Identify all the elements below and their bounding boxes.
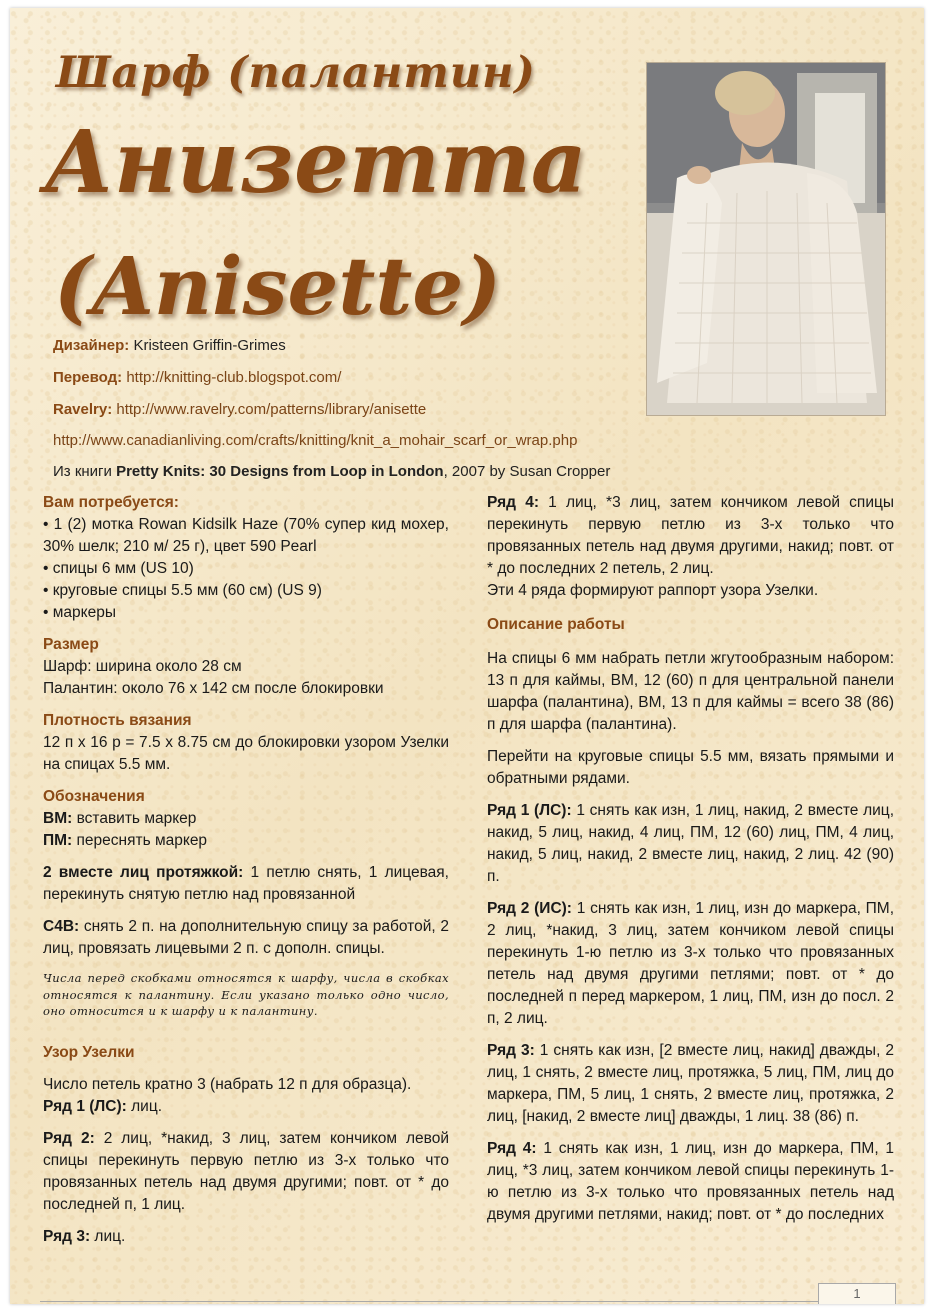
work-heading: Описание работы [487,616,625,633]
work-row-1-label: Ряд 1 (ЛС): [487,802,572,819]
translation-label: Перевод: [53,369,123,386]
pattern-row-2-label: Ряд 2: [43,1129,95,1147]
pattern-row-4-text: 1 лиц, *3 лиц, затем кончиком левой спицы перекинуть первую петлю из 3-х только что провязанных петель над двумя другими, накид; повт. от * до последних 2 петель, 2 лиц. [487,494,894,577]
work-row-4-text: 1 снять как изн, 1 лиц, изн до маркера, ПМ, 1 лиц, *3 лиц, затем кончиком левой спицы перекинуть 1-ю петлю из 3-х только что провязанных петель над двумя другими петлями, накид; повт. от * до последних [487,1140,894,1223]
right-column [487,492,894,1226]
pattern-row-2 [43,1128,449,1216]
abbr-vm-text: вставить маркер [72,810,197,827]
pattern-row-2-text: 2 лиц, *накид, 3 лиц, затем кончиком левой спицы перекинуть первую петлю из 3-х только что провязанных петель над двумя другими; повт. от * до последней п, 1 лиц. [43,1129,449,1213]
page-number: 1 [818,1283,896,1304]
work-row-3-label: Ряд 3: [487,1042,535,1059]
pattern-row-4-label: Ряд 4: [487,494,539,511]
abbr-vm-label: ВМ: [43,810,73,827]
c4b-text: снять 2 п. на дополнительную спицу за работой, 2 лиц, провязать лицевыми 2 п. с дополн. спицы. [43,918,449,957]
title-line-2: Анизетта [44,112,587,213]
designer-value: Kristeen Griffin-Grimes [129,337,286,354]
work-row-1 [487,800,894,888]
materials-item: • маркеры [43,604,116,621]
k2tog-label: 2 вместе лиц протяжкой: [43,864,244,881]
work-row-1-text: 1 снять как изн, 1 лиц, накид, 2 вместе лиц, накид, 5 лиц, накид, 4 лиц, ПМ, 12 (60) лиц, ПМ, 4 лиц, накид, 5 лиц, накид, 2 вместе лиц, накид, 2 лиц. 42 (90) п. [487,802,894,885]
canadian-living-line [53,432,577,449]
size-heading: Размер [43,636,99,653]
materials-heading: Вам потребуется: [43,494,179,511]
work-row-2 [487,898,894,1030]
c4b-label: С4В: [43,918,80,935]
designer-line [53,337,286,354]
abbr-pm [43,830,449,852]
abbr-pm-label: ПМ: [43,832,73,849]
ravelry-line [53,401,426,418]
book-prefix: Из книги [53,463,117,480]
gauge-text: 12 п х 16 р = 7.5 х 8.75 см до блокировки узором Узелки на спицах 5.5 мм. [43,734,449,773]
materials-item: • круговые спицы 5.5 мм (60 см) (US 9) [43,582,322,599]
work-row-4-label: Ряд 4: [487,1140,537,1157]
footer-rule [40,1301,896,1302]
translation-link[interactable]: http://knitting-club.blogspot.com/ [126,369,342,386]
left-column [43,492,449,1248]
pattern-row-3 [43,1226,449,1248]
canadian-living-link[interactable]: http://www.canadianliving.com/crafts/knitting/knit_a_mohair_scarf_or_wrap.php [53,432,578,449]
model-photo-illustration [647,63,885,415]
abbr-vm [43,808,449,830]
title-line-3: (Anisette) [54,239,502,333]
c4b-definition [43,916,449,960]
work-row-2-label: Ряд 2 (ИС): [487,900,572,917]
pattern-row-1-text: лиц. [126,1097,163,1115]
title-line-1: Шарф (палантин) [56,48,536,98]
gauge-heading: Плотность вязания [43,712,192,729]
materials-item: • 1 (2) мотка Rowan Kidsilk Haze (70% супер кид мохер, 30% шелк; 210 м/ 25 г), цвет 590 Pearl [43,516,449,555]
size-line: Шарф: ширина около 28 см [43,658,242,675]
k2tog-definition [43,862,449,906]
sizes-note: Числа перед скобками относятся к шарфу, числа в скобках относятся к палантину. Если указано только одно число, оно относится и к шарфу и к палантину. [43,971,449,1018]
work-row-3 [487,1040,894,1128]
pattern-intro: Число петель кратно 3 (набрать 12 п для образца). [43,1075,412,1093]
pattern-row-1 [43,1096,449,1118]
pattern-row-1-label: Ряд 1 (ЛС): [43,1097,127,1115]
work-row-3-text: 1 снять как изн, [2 вместе лиц, накид] дважды, 2 лиц, 1 снять, 2 вместе лиц, протяжка, 5 лиц, ПМ, лиц до маркера, ПМ, 5 лиц, 1 снять, 2 вместе лиц, протяжка, 2 лиц, [накид, 2 вместе лиц] дважды, 1 лиц. 38 (86) п. [487,1042,894,1125]
work-paragraph-2: Перейти на круговые спицы 5.5 мм, вязать прямыми и обратными рядами. [487,748,894,787]
abbreviations-heading: Обозначения [43,788,145,805]
work-paragraph-1: На спицы 6 мм набрать петли жгутообразным набором: 13 п для каймы, ВМ, 12 (60) п для центральной панели шарфа (палантина), ВМ, 13 п для каймы = всего 38 (86) п для шарфа (палантина). [487,650,894,733]
designer-label: Дизайнер: [53,337,130,354]
document-page [10,8,924,1304]
size-line: Палантин: около 76 х 142 см после блокировки [43,680,384,697]
translation-line [53,369,341,386]
ravelry-link[interactable]: http://www.ravelry.com/patterns/library/anisette [116,401,427,418]
book-line [53,463,610,480]
pattern-row-3-label: Ряд 3: [43,1227,91,1245]
abbr-pm-text: переснять маркер [72,832,208,849]
book-suffix: , 2007 by Susan Cropper [443,463,611,480]
rapport-text: Эти 4 ряда формируют раппорт узора Узелки. [487,582,819,599]
work-row-4 [487,1138,894,1226]
pattern-heading: Узор Узелки [43,1043,135,1061]
pattern-row-4 [487,492,894,580]
materials-item: • спицы 6 мм (US 10) [43,560,194,577]
ravelry-label: Ravelry: [53,401,113,418]
book-title: Pretty Knits: 30 Designs from Loop in London [116,463,444,480]
pattern-row-3-text: лиц. [90,1227,126,1245]
k2tog-text: 1 петлю снять, 1 лицевая, перекинуть снятую петлю над провязанной [43,864,449,903]
work-row-2-text: 1 снять как изн, 1 лиц, изн до маркера, ПМ, 2 лиц, *накид, 3 лиц, затем кончиком левой спицы перекинуть 1-ю петлю из 3-х только что провязанных петель над двумя другими петлями; повт. от * до последней п перед маркером, 1 лиц, ПМ, изн до посл. 2 п, 2 лиц. [487,900,894,1027]
model-photo [646,62,886,416]
